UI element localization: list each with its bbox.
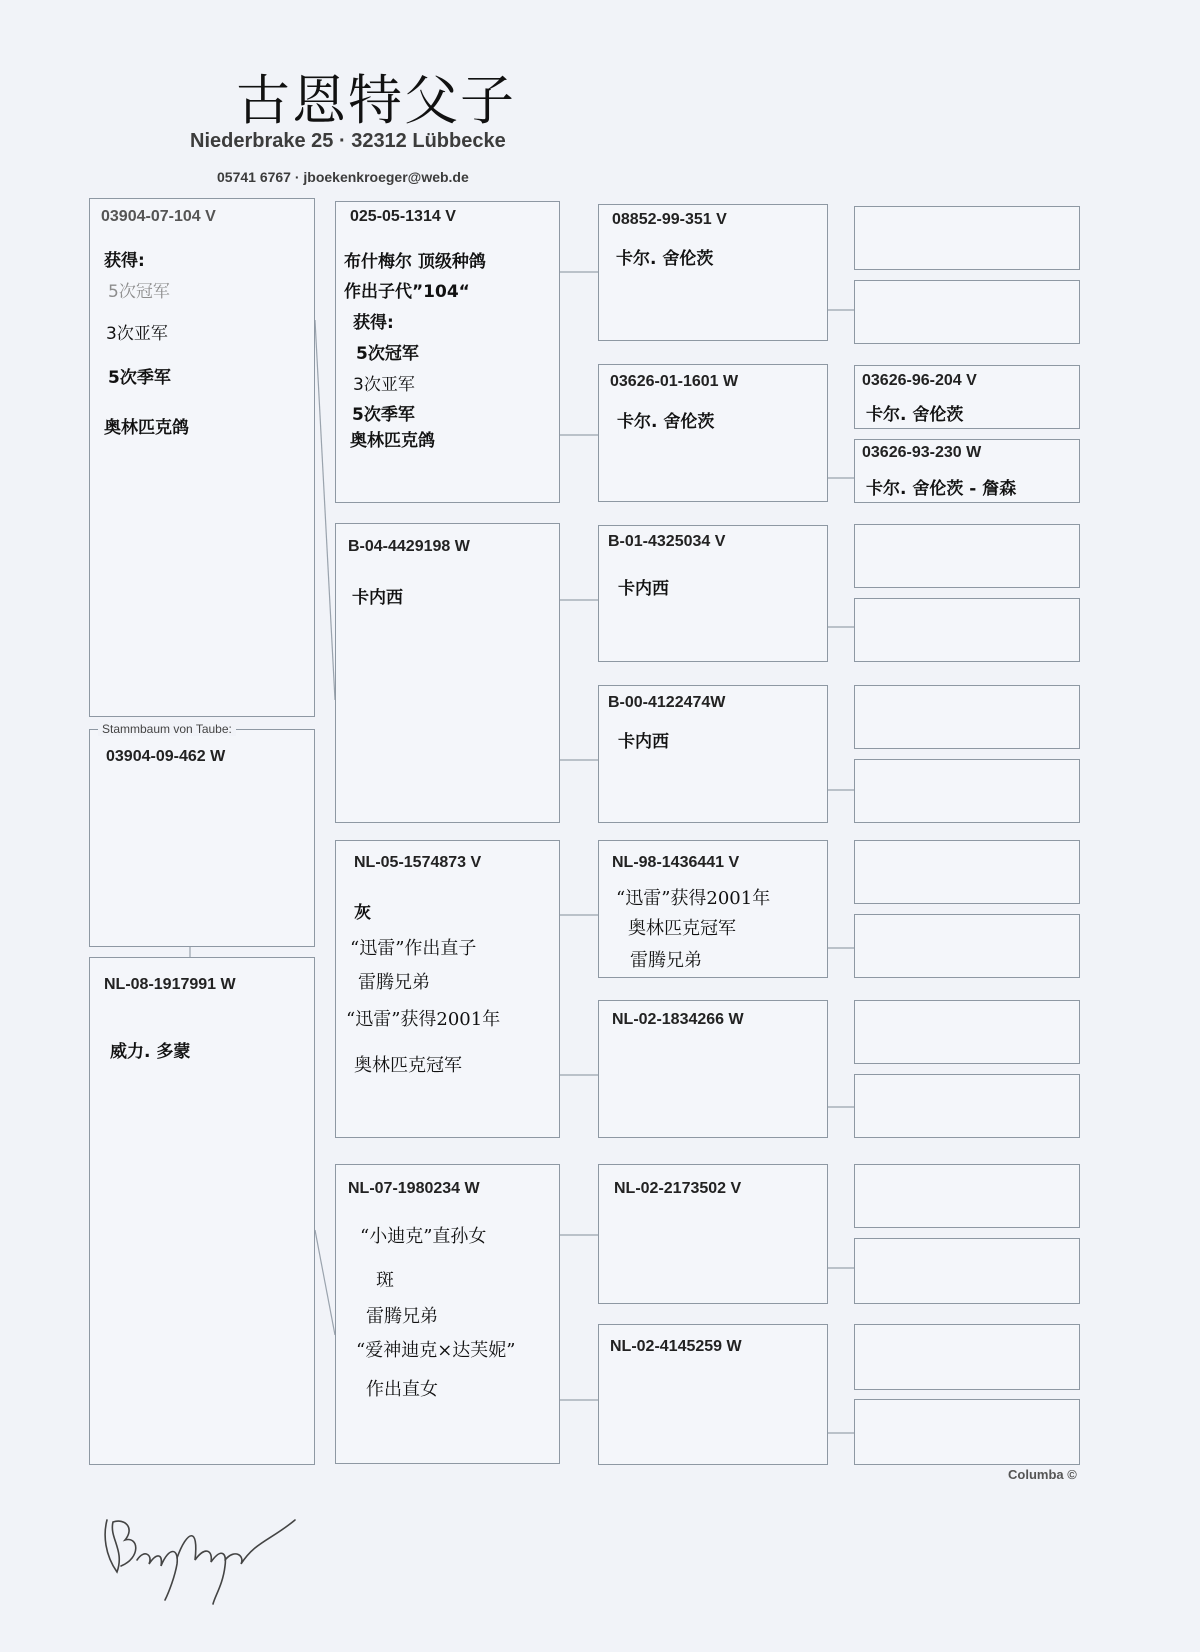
gen4-ring-2: 03626-93-230 W [862,444,982,461]
subject-ring: 03904-07-104 V [101,208,216,225]
gen2-line1-3: “小迪克”直孙女 [360,1226,487,1247]
gen3-ring-7: NL-02-2173502 V [614,1180,742,1197]
father-second: 3次亚军 [353,375,415,395]
father-wins: 5次冠军 [356,344,419,364]
gen3-ring-5: NL-98-1436441 V [612,854,740,871]
gen4-box-8 [854,759,1080,823]
gen3-ring-2: 03626-01-1601 W [610,373,739,390]
gen4-box-7 [854,685,1080,749]
gen4-line1-1: 卡尔. 舍伦茨 [866,405,964,425]
mother-name: 威力. 多蒙 [110,1042,191,1062]
pedigree-caption: Stammbaum von Taube: [98,722,236,736]
father-note: 奥林匹克鸽 [350,431,435,451]
address-line: Niederbrake 25 · 32312 Lübbecke [190,130,506,152]
father-line2: 作出子代”104“ [344,282,470,302]
father-achievement-label: 获得: [353,313,394,333]
gen4-ring-1: 03626-96-204 V [862,372,977,389]
gen2-line3-3: 雷腾兄弟 [366,1306,438,1327]
gen2-line1-1: 卡内西 [352,588,403,608]
gen4-line1-2: 卡尔. 舍伦茨 - 詹森 [866,479,1017,499]
gen4-box-5 [854,524,1080,588]
father-third: 5次季军 [352,405,415,425]
gen3-line1-1: 卡尔. 舍伦茨 [616,249,714,269]
gen4-box-10 [854,914,1080,978]
gen3-line1-4: 卡内西 [618,732,669,752]
gen2-line5-3: 作出直女 [366,1379,438,1400]
gen2-line5-2: 奥林匹克冠军 [354,1055,462,1076]
subject-box [89,198,315,717]
gen2-ring-1: B-04-4429198 W [348,538,470,555]
gen4-box-14 [854,1238,1080,1304]
gen3-line1-5: “迅雷”获得2001年 [616,888,771,909]
father-line1: 布什梅尔 顶级种鸽 [344,252,486,272]
subject-third: 5次季军 [108,368,171,388]
gen2-line4-3: “爱神迪克×达芙妮” [356,1340,516,1361]
gen4-box-9 [854,840,1080,904]
gen4-box-2 [854,280,1080,344]
gen2-ring-3: NL-07-1980234 W [348,1180,480,1197]
gen4-box-1 [854,206,1080,270]
gen4-box-16 [854,1399,1080,1465]
gen3-line2-5: 奥林匹克冠军 [628,918,736,939]
gen2-ring-2: NL-05-1574873 V [354,854,482,871]
contact-line: 05741 6767 · jboekenkroeger@web.de [217,169,469,185]
gen4-box-6 [854,598,1080,662]
gen3-ring-8: NL-02-4145259 W [610,1338,742,1355]
gen3-line1-3: 卡内西 [618,579,669,599]
father-ring: 025-05-1314 V [350,208,456,225]
mother-ring: NL-08-1917991 W [104,976,236,993]
gen3-ring-6: NL-02-1834266 W [612,1011,744,1028]
gen2-line4-2: “迅雷”获得2001年 [346,1009,501,1030]
gen4-box-11 [854,1000,1080,1064]
gen3-ring-1: 08852-99-351 V [612,211,727,228]
subject-note: 奥林匹克鸽 [104,418,189,438]
signature-image [95,1500,315,1610]
copyright-mark: Columba © [1008,1467,1077,1482]
pedigree-ring: 03904-09-462 W [106,748,226,765]
gen3-line1-2: 卡尔. 舍伦茨 [617,412,715,432]
gen2-box-1 [335,523,560,823]
page-title: 古恩特父子 [236,69,516,132]
mother-box [89,957,315,1465]
gen2-line1-2: 灰 [354,903,371,923]
gen3-ring-4: B-00-4122474W [608,694,726,711]
gen4-box-13 [854,1164,1080,1228]
gen2-line2-2: “迅雷”作出直子 [350,938,477,959]
gen4-box-12 [854,1074,1080,1138]
subject-achievement-label: 获得: [104,251,145,271]
gen3-ring-3: B-01-4325034 V [608,533,726,550]
subject-wins: 5次冠军 [108,282,170,302]
gen2-line2-3: 斑 [376,1270,394,1291]
gen4-box-15 [854,1324,1080,1390]
gen2-line3-2: 雷腾兄弟 [358,972,430,993]
subject-second: 3次亚军 [106,324,168,344]
gen3-line3-5: 雷腾兄弟 [630,950,702,971]
